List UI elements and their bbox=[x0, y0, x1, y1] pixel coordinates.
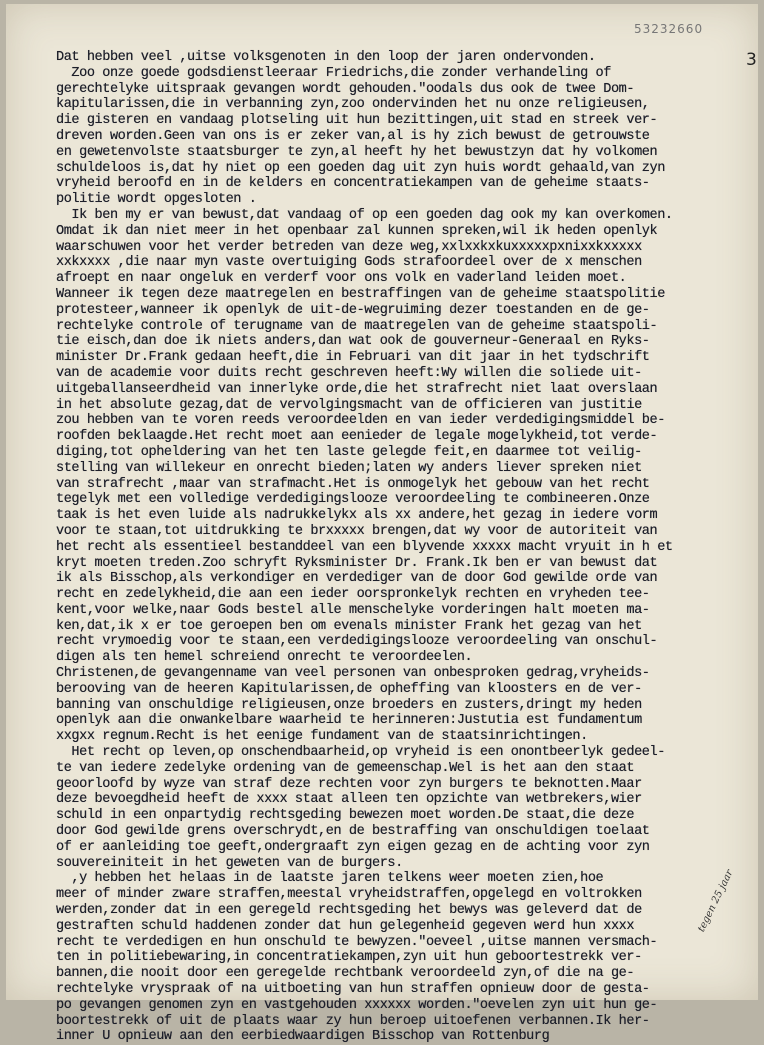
text-line: diging,tot opheldering van het ten laste gelegde feit,en daarmee tot veilig- bbox=[56, 444, 642, 460]
text-line: ik als Bisschop,als verkondiger en verdediger van de door God gewilde orde van bbox=[56, 571, 658, 587]
text-line: stelling van willekeur en onrecht bieden;laten wy anders liever spreken niet bbox=[56, 460, 642, 476]
text-line: schuld in een onpartydig rechtsgeding bewezen moet worden.De staat,die deze bbox=[56, 808, 635, 824]
text-line: van de academie voor duits recht geschreven heeft:Wy willen die soliede uit- bbox=[56, 365, 642, 381]
text-line: tegelyk met een volledige verdedigingslooze veroordeeling te combineeren.Onze bbox=[56, 492, 650, 508]
text-line: banning van onschuldige religieusen,onze broeders en zusters,dringt my heden bbox=[56, 697, 642, 713]
text-line: of er aanleiding toe geeft,ondergraaft zyn eigen gezag en de achting voor zyn bbox=[56, 839, 650, 855]
text-line: dreven worden.Geen van ons is er zeker van,al is hy zich bewust de getrouwste bbox=[56, 128, 650, 144]
text-line: in het absolute gezag,dat de vervolgingsmacht van de officieren van justitie bbox=[56, 397, 642, 413]
text-line: gestraften schuld haddenen zonder dat hun gelegenheid gegeven werd hun xxxx bbox=[56, 918, 635, 934]
text-line: berooving van de heeren Kapitularissen,de opheffing van kloosters en de ver- bbox=[56, 681, 642, 697]
text-line: souvereiniteit in het geweten van de burgers. bbox=[56, 855, 403, 871]
text-line: ,y hebben het helaas in de laatste jaren telkens weer moeten zien,hoe bbox=[56, 871, 604, 887]
typed-text-body bbox=[56, 50, 756, 1045]
text-line: Ik ben my er van bewust,dat vandaag of op een goeden dag ook my kan overkomen. bbox=[56, 207, 673, 223]
text-line: rechtelyke vryspraak of na uitboeting van hun straffen opnieuw door de gesta- bbox=[56, 982, 650, 998]
text-line: roofden beklaagde.Het recht moet aan eenieder de legale mogelykheid,tot verde- bbox=[56, 429, 658, 445]
text-line: Wanneer ik tegen deze maatregelen en bestraffingen van de geheime staatspolitie bbox=[56, 286, 665, 302]
text-line: kryt moeten treden.Zoo schryft Ryksminister Dr. Frank.Ik ben er van bewust dat bbox=[56, 555, 658, 571]
text-line: tie eisch,dan doe ik niets anders,dan wat ook de gouverneur-Generaal en Ryks- bbox=[56, 334, 650, 350]
text-line: recht en zedelykheid,die aan een ieder oorspronkelyk rechten en vryheden tee- bbox=[56, 587, 650, 603]
text-line: xxkxxxx ,die naar myn vaste overtuiging Gods strafoordeel over de x menschen bbox=[56, 255, 642, 271]
text-line: gerechtelyke uitspraak gevangen wordt gehouden."oodals dus ook de twee Dom- bbox=[56, 81, 635, 97]
text-line: en gewetenvolste staatsburger te zyn,al heeft hy het bewustzyn dat hy volkomen bbox=[56, 144, 658, 160]
text-line: recht vrymoedig voor te staan,een verdedigingslooze veroordeeling van onschul- bbox=[56, 634, 658, 650]
text-line: politie wordt opgesloten . bbox=[56, 192, 257, 208]
text-line: van strafrecht ,maar van strafmacht.Het is onmogelyk het gebouw van het recht bbox=[56, 476, 650, 492]
text-line: Dat hebben veel ,uitse volksgenoten in den loop der jaren ondervonden. bbox=[56, 50, 596, 65]
text-line: schuldeloos is,dat hy niet op een goeden dag uit zyn huis wordt gehaald,van zyn bbox=[56, 160, 665, 176]
text-line: waarschuwen voor het verder betreden van deze weg,xxlxxkxkuxxxxxpxnixxkxxxxx bbox=[56, 239, 642, 255]
text-line: bannen,die nooit door een geregelde rechtbank veroordeeld zyn,of die na ge- bbox=[56, 966, 635, 982]
document-page bbox=[6, 4, 758, 1045]
text-line: taak is het even luide als nadrukkelykx als xx andere,het gezag in iedere vorm bbox=[56, 508, 658, 524]
text-line: boortestrekk of uit de plaats waar zy hun beroep uitoefenen verbannen.Ik her- bbox=[56, 1013, 650, 1029]
page-number: 3 bbox=[746, 50, 757, 70]
text-line: te van iedere zedelyke ordening van de gemeenschap.Wel is het aan den staat bbox=[56, 760, 635, 776]
text-line: kapitularissen,die in verbanning zyn,zoo ondervinden het nu onze religieusen, bbox=[56, 97, 650, 113]
text-line: kent,voor welke,naar Gods bestel alle menschelyke vorderingen halt moeten ma- bbox=[56, 602, 650, 618]
text-line: recht te verdedigen en hun onschuld te bewyzen."oeveel ,uitse mannen versmach- bbox=[56, 934, 658, 950]
text-line: rechtelyke controle of terugname van de maatregelen van de geheime staatspoli- bbox=[56, 318, 658, 334]
text-line: Omdat ik dan niet meer in het openbaar zal kunnen spreken,wil ik heden openlyk bbox=[56, 223, 658, 239]
text-line: door God gewilde grens overschrydt,en de bestraffing van onschuldigen toelaat bbox=[56, 824, 650, 840]
text-line: geoorloofd by wyze van straf deze rechten voor zyn burgers te beknotten.Maar bbox=[56, 776, 642, 792]
text-line: inner U opnieuw aan den eerbiedwaardigen Bisschop van Rottenburg bbox=[56, 1029, 550, 1045]
text-line: werden,zonder dat in een geregeld rechtsgeding het bewys was geleverd dat de bbox=[56, 903, 642, 919]
text-line: Zoo onze goede godsdienstleeraar Friedrichs,die zonder verhandeling of bbox=[56, 65, 611, 81]
text-line: Het recht op leven,op onschendbaarheid,op vryheid is een onontbeerlyk gedeel- bbox=[56, 745, 665, 761]
text-line: meer of minder zware straffen,meestal vryheidstraffen,opgelegd en voltrokken bbox=[56, 887, 642, 903]
text-line: ten in politiebewaring,in concentratiekampen,zyn uit hun geboortestrekk ver- bbox=[56, 950, 642, 966]
text-line: afroept en naar ongeluk en verderf voor ons volk en vaderland leiden moet. bbox=[56, 271, 627, 287]
text-line: xxgxx regnum.Recht is het eenige fundament van de staatsinrichtingen. bbox=[56, 729, 588, 745]
handwritten-margin-note: tegen 25 jaar bbox=[696, 868, 736, 934]
text-line: openlyk aan die onwankelbare waarheid te herinneren:Justutia est fundamentum bbox=[56, 713, 642, 729]
text-line: die gisteren en vandaag plotseling uit hun bezittingen,uit stad en streek ver- bbox=[56, 113, 658, 129]
text-line: po gevangen genomen zyn en vastgehouden xxxxxx worden."oevelen zyn uit hun ge- bbox=[56, 997, 658, 1013]
archive-stamp: 53232660 bbox=[634, 22, 704, 36]
text-line: het recht als essentieel bestanddeel van een blyvende xxxxx macht vryuit in h et bbox=[56, 539, 673, 555]
text-line: vryheid beroofd en in de kelders en concentratiekampen van de geheime staats- bbox=[56, 176, 650, 192]
text-line: uitgeballanseerdheid van innerlyke orde,die het strafrecht niet laat overslaan bbox=[56, 381, 658, 397]
text-line: ken,dat,ik x er toe geroepen ben om evenals minister Frank het gezag van het bbox=[56, 618, 642, 634]
text-line: voor te staan,tot uitdrukking te brxxxxx brengen,dat wy voor de autoriteit van bbox=[56, 523, 658, 539]
text-line: deze bevoegdheid heeft de xxxx staat alleen ten opzichte van wetbrekers,wier bbox=[56, 792, 642, 808]
text-line: minister Dr.Frank gedaan heeft,die in Februari van dit jaar in het tydschrift bbox=[56, 350, 650, 366]
text-line: protesteer,wanneer ik openlyk de uit-de-wegruiming dezer toestanden en de ge- bbox=[56, 302, 650, 318]
text-line: Christenen,de gevangenname van veel personen van onbesproken gedrag,vryheids- bbox=[56, 666, 650, 682]
text-line: digen als ten hemel schreiend onrecht te veroordeelen. bbox=[56, 650, 473, 666]
text-line: zou hebben van te voren reeds veroordeelden en van ieder verdedigingsmiddel be- bbox=[56, 413, 665, 429]
